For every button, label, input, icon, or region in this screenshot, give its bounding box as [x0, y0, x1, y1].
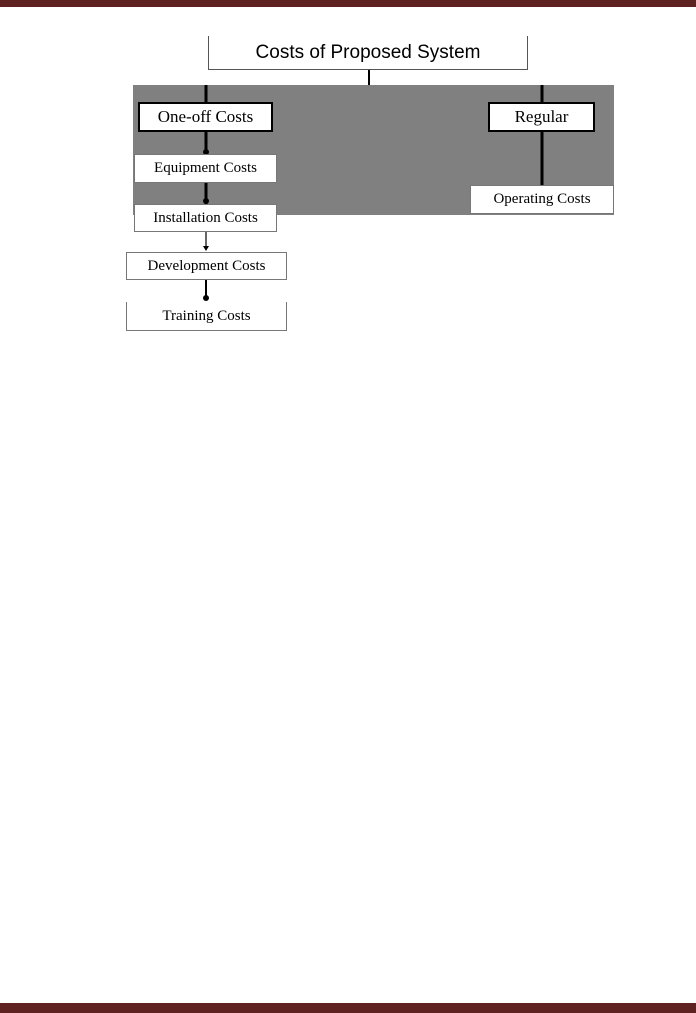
operating-costs-node: Operating Costs	[470, 185, 614, 214]
development-costs-node: Development Costs	[126, 252, 287, 280]
equipment-costs-node: Equipment Costs	[134, 154, 277, 183]
diagram-title: Costs of Proposed System	[208, 36, 528, 70]
bottom-border-bar	[0, 1003, 696, 1013]
top-border-bar	[0, 0, 696, 7]
regular-costs-node: Regular	[488, 102, 595, 132]
one-off-costs-node: One-off Costs	[138, 102, 273, 132]
installation-costs-node: Installation Costs	[134, 204, 277, 232]
training-costs-node: Training Costs	[126, 302, 287, 331]
